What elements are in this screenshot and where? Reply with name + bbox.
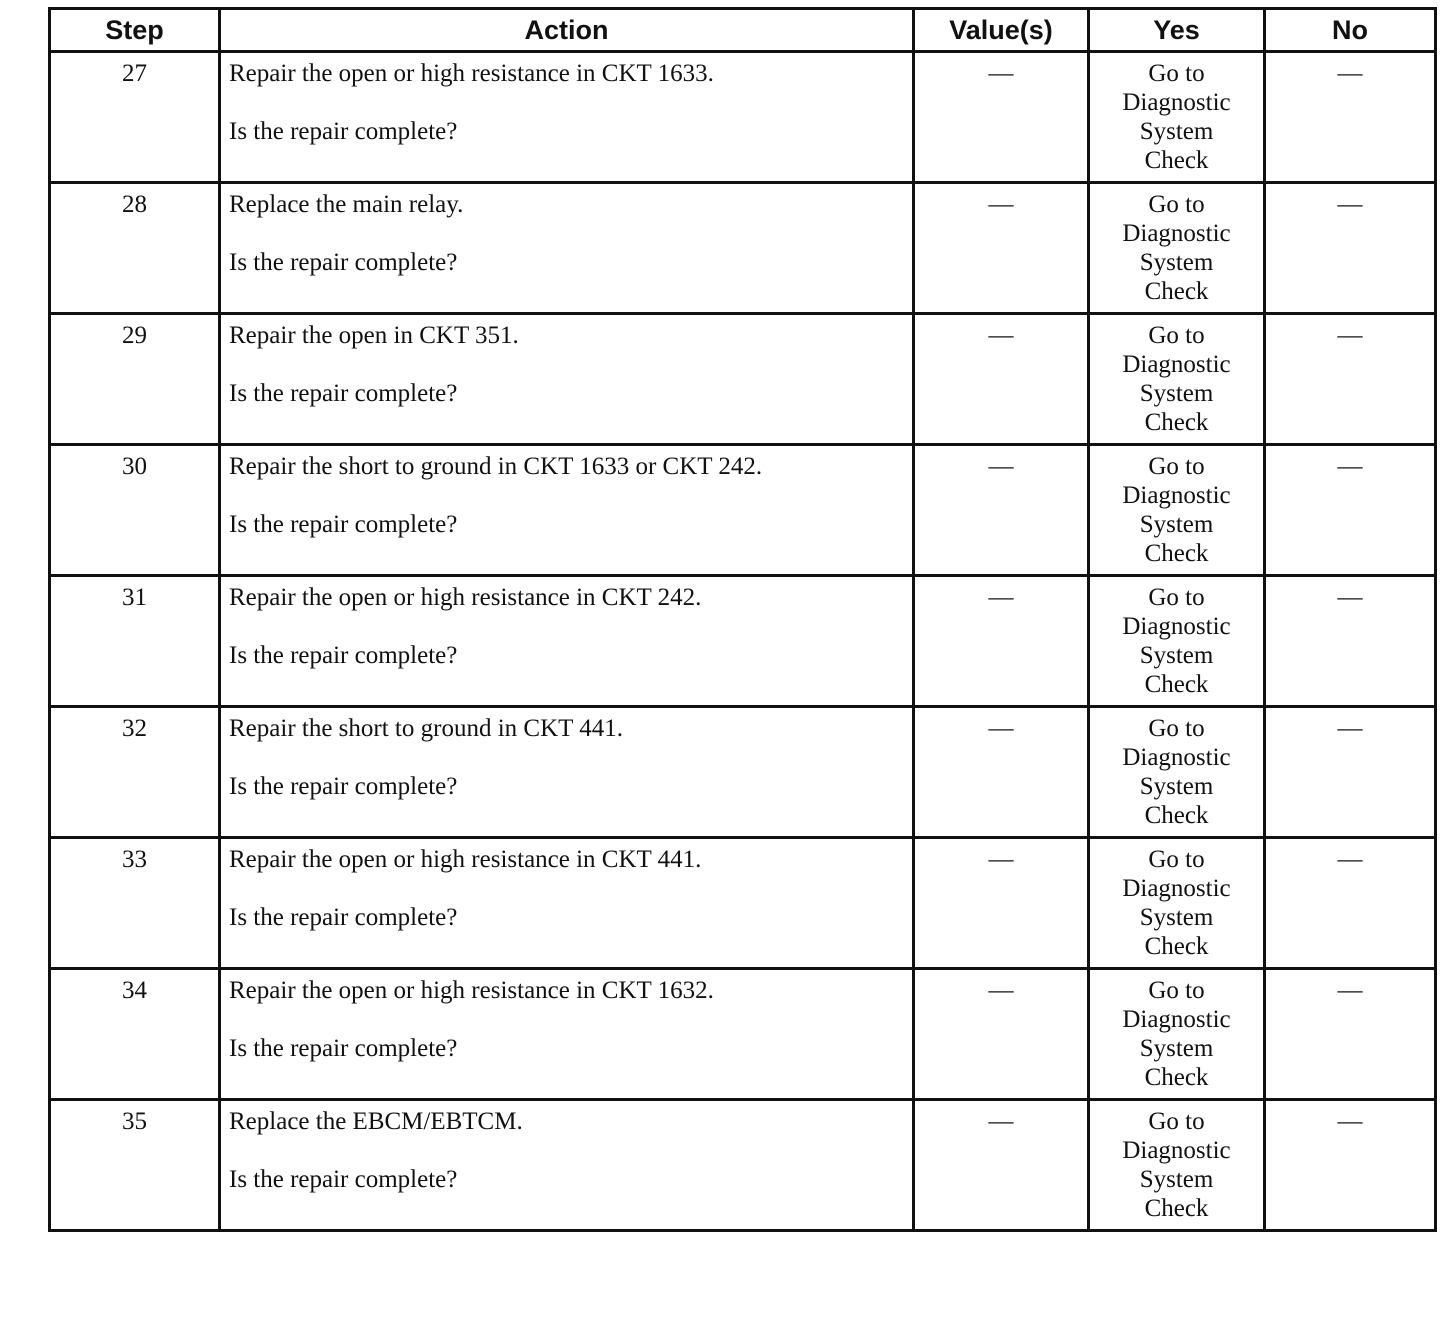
- values-cell: —: [914, 576, 1089, 707]
- yes-text-line: Check: [1144, 933, 1209, 960]
- yes-text-line: Go to: [1148, 322, 1205, 349]
- step-number: 28: [50, 183, 220, 314]
- yes-text-line: System: [1139, 904, 1214, 931]
- table-body: [50, 52, 1436, 1231]
- yes-text-line: Diagnostic: [1122, 482, 1231, 509]
- yes-text-line: Go to: [1148, 191, 1205, 218]
- values-cell: —: [914, 707, 1089, 838]
- values-cell: —: [914, 52, 1089, 183]
- yes-text-line: Check: [1144, 540, 1209, 567]
- yes-text-line: System: [1139, 249, 1214, 276]
- step-number: 33: [50, 838, 220, 969]
- values-cell: —: [914, 1100, 1089, 1231]
- yes-text-line: Check: [1144, 409, 1209, 436]
- yes-cell: [1089, 707, 1265, 838]
- header-row: [50, 9, 1436, 52]
- yes-text-line: Check: [1144, 1064, 1209, 1091]
- yes-text-line: Check: [1144, 671, 1209, 698]
- step-number: 27: [50, 52, 220, 183]
- action-text: Replace the EBCM/EBTCM.: [229, 1108, 523, 1135]
- no-cell: —: [1265, 969, 1436, 1100]
- table-row: [50, 445, 1436, 576]
- question-text: Is the repair complete?: [229, 380, 458, 407]
- action-text: Repair the short to ground in CKT 1633 or CKT 242.: [229, 453, 763, 480]
- yes-text-line: System: [1139, 380, 1214, 407]
- table-row: [50, 183, 1436, 314]
- yes-cell: [1089, 52, 1265, 183]
- yes-text-line: Check: [1144, 1195, 1209, 1222]
- yes-text-line: Diagnostic: [1122, 744, 1231, 771]
- values-cell: —: [914, 314, 1089, 445]
- values-cell: —: [914, 183, 1089, 314]
- values-cell: —: [914, 969, 1089, 1100]
- action-cell: [220, 576, 914, 707]
- yes-text-line: System: [1139, 773, 1214, 800]
- yes-cell: [1089, 838, 1265, 969]
- yes-cell: [1089, 314, 1265, 445]
- question-text: Is the repair complete?: [229, 1035, 458, 1062]
- yes-text-line: System: [1139, 511, 1214, 538]
- diagnostic-steps-table: [48, 7, 1437, 1232]
- yes-text-line: Diagnostic: [1122, 1137, 1231, 1164]
- step-number: 31: [50, 576, 220, 707]
- yes-text-line: Diagnostic: [1122, 613, 1231, 640]
- table-row: [50, 1100, 1436, 1231]
- action-cell: [220, 52, 914, 183]
- action-text: Repair the open or high resistance in CKT 242.: [229, 584, 702, 611]
- action-text: Repair the open in CKT 351.: [229, 322, 519, 349]
- question-text: Is the repair complete?: [229, 773, 458, 800]
- yes-cell: [1089, 1100, 1265, 1231]
- question-text: Is the repair complete?: [229, 249, 458, 276]
- values-cell: —: [914, 445, 1089, 576]
- yes-text-line: Diagnostic: [1122, 875, 1231, 902]
- table-row: [50, 314, 1436, 445]
- action-text: Repair the open or high resistance in CKT 441.: [229, 846, 702, 873]
- yes-text-line: Check: [1144, 278, 1209, 305]
- no-cell: —: [1265, 576, 1436, 707]
- yes-cell: [1089, 183, 1265, 314]
- no-cell: —: [1265, 1100, 1436, 1231]
- step-number: 32: [50, 707, 220, 838]
- action-cell: [220, 183, 914, 314]
- yes-text-line: Diagnostic: [1122, 1006, 1231, 1033]
- question-text: Is the repair complete?: [229, 1166, 458, 1193]
- table-row: [50, 576, 1436, 707]
- yes-text-line: Go to: [1148, 60, 1205, 87]
- action-cell: [220, 445, 914, 576]
- action-text: Repair the open or high resistance in CKT 1632.: [229, 977, 714, 1004]
- table-row: [50, 52, 1436, 183]
- step-number: 30: [50, 445, 220, 576]
- yes-text-line: System: [1139, 642, 1214, 669]
- step-number: 34: [50, 969, 220, 1100]
- action-text: Replace the main relay.: [229, 191, 464, 218]
- yes-cell: [1089, 445, 1265, 576]
- step-number: 35: [50, 1100, 220, 1231]
- action-cell: [220, 838, 914, 969]
- yes-text-line: Diagnostic: [1122, 89, 1231, 116]
- yes-text-line: Diagnostic: [1122, 351, 1231, 378]
- no-cell: —: [1265, 52, 1436, 183]
- yes-text-line: Go to: [1148, 715, 1205, 742]
- no-cell: —: [1265, 314, 1436, 445]
- action-text: Repair the open or high resistance in CKT 1633.: [229, 60, 714, 87]
- yes-text-line: Check: [1144, 802, 1209, 829]
- yes-text-line: Go to: [1148, 846, 1205, 873]
- yes-text-line: Diagnostic: [1122, 220, 1231, 247]
- action-cell: [220, 314, 914, 445]
- question-text: Is the repair complete?: [229, 118, 458, 145]
- no-cell: —: [1265, 183, 1436, 314]
- action-text: Repair the short to ground in CKT 441.: [229, 715, 623, 742]
- yes-text-line: Go to: [1148, 1108, 1205, 1135]
- table-row: [50, 707, 1436, 838]
- yes-cell: [1089, 969, 1265, 1100]
- yes-text-line: System: [1139, 1035, 1214, 1062]
- no-cell: —: [1265, 445, 1436, 576]
- table-header: [50, 9, 1436, 52]
- table-row: [50, 969, 1436, 1100]
- no-cell: —: [1265, 838, 1436, 969]
- yes-cell: [1089, 576, 1265, 707]
- yes-text-line: Go to: [1148, 977, 1205, 1004]
- no-cell: —: [1265, 707, 1436, 838]
- header-no: No: [1265, 9, 1436, 52]
- question-text: Is the repair complete?: [229, 904, 458, 931]
- header-action: Action: [220, 9, 914, 52]
- action-cell: [220, 707, 914, 838]
- question-text: Is the repair complete?: [229, 642, 458, 669]
- action-cell: [220, 969, 914, 1100]
- header-values: Value(s): [914, 9, 1089, 52]
- yes-text-line: Check: [1144, 147, 1209, 174]
- yes-text-line: System: [1139, 1166, 1214, 1193]
- yes-text-line: System: [1139, 118, 1214, 145]
- header-step: Step: [50, 9, 220, 52]
- values-cell: —: [914, 838, 1089, 969]
- yes-text-line: Go to: [1148, 453, 1205, 480]
- yes-text-line: Go to: [1148, 584, 1205, 611]
- step-number: 29: [50, 314, 220, 445]
- question-text: Is the repair complete?: [229, 511, 458, 538]
- action-cell: [220, 1100, 914, 1231]
- header-yes: Yes: [1089, 9, 1265, 52]
- table-row: [50, 838, 1436, 969]
